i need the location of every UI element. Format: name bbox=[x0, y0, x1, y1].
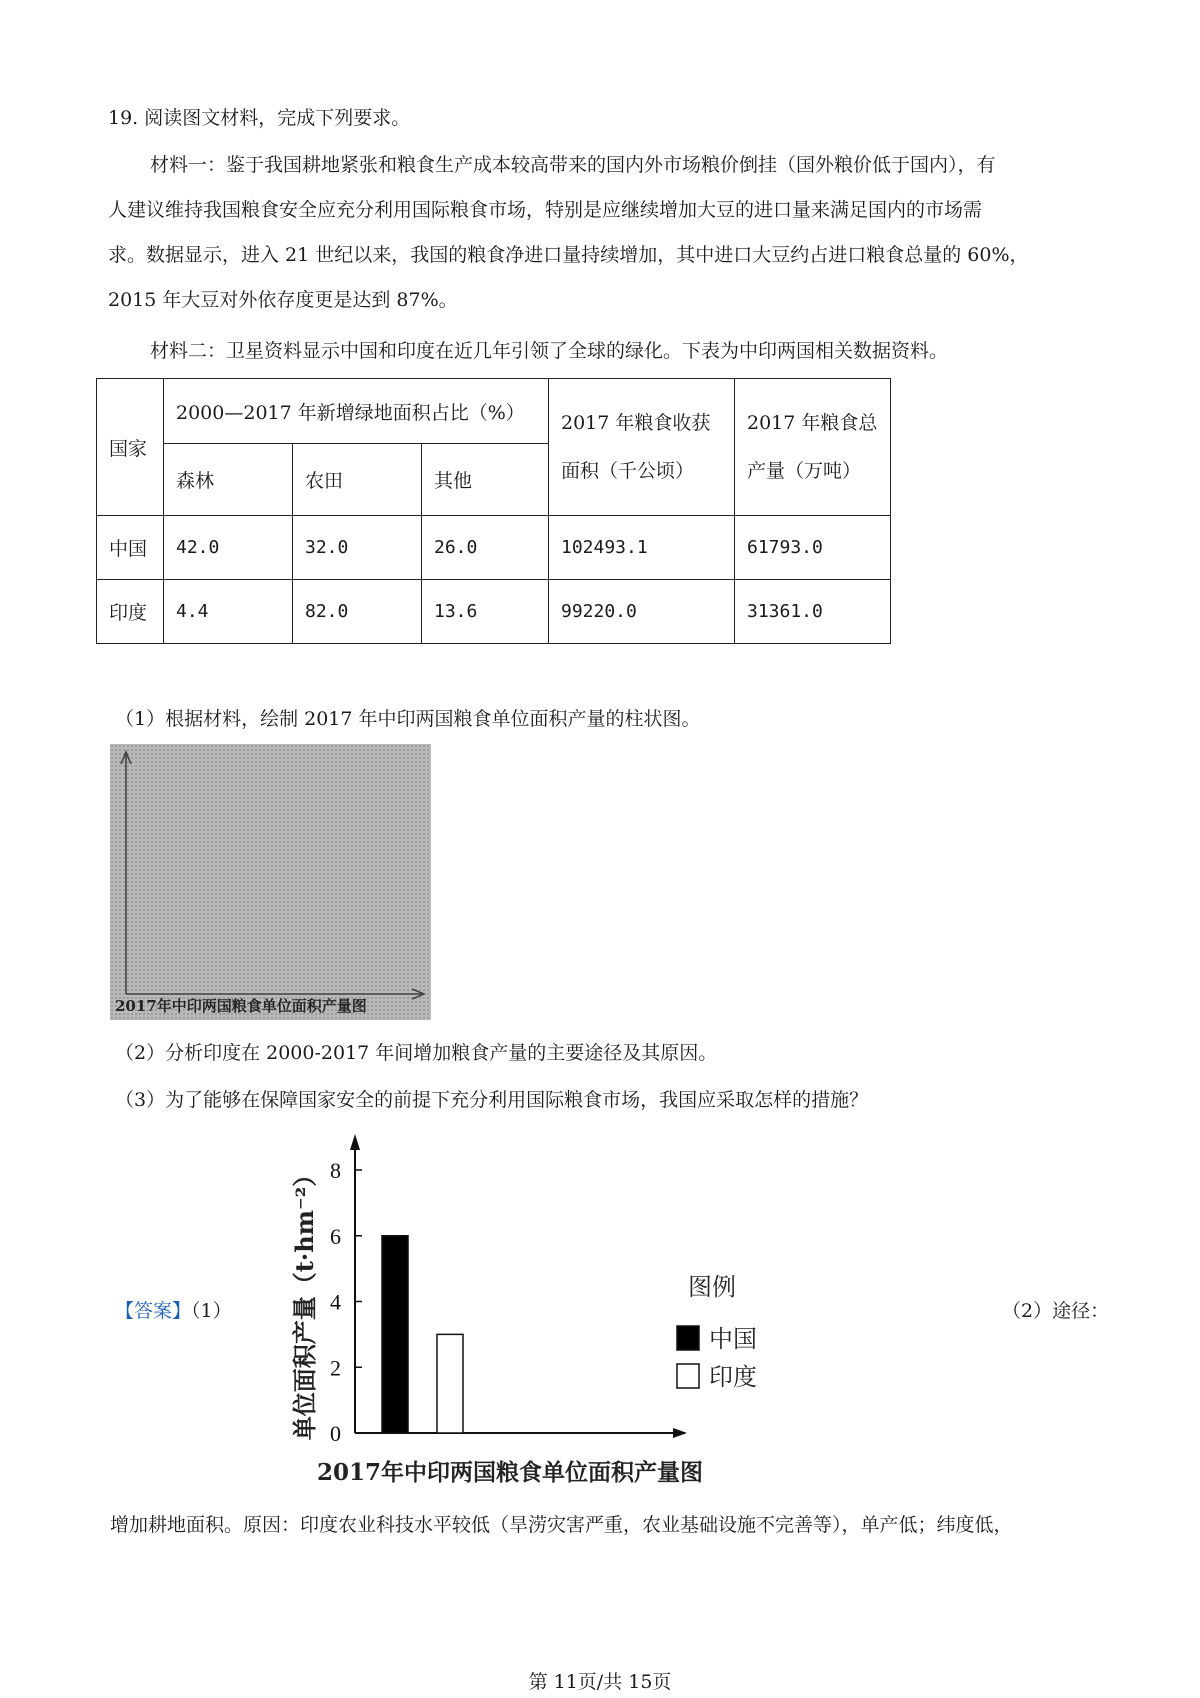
x-axis-arrow bbox=[673, 1428, 687, 1438]
legend-label: 中国 bbox=[709, 1325, 757, 1353]
material1-line-1: 材料一：鉴于我国耕地紧张和粮食生产成本较高带来的国内外市场粮价倒挂（国外粮价低于国内），有 bbox=[150, 154, 996, 176]
cell-output: 31361.0 bbox=[735, 580, 891, 644]
header-forest: 森林 bbox=[164, 444, 293, 516]
y-axis-label: 单位面积产量（t·hm⁻²） bbox=[290, 1162, 319, 1441]
y-tick-label: 4 bbox=[330, 1289, 341, 1315]
answer-label bbox=[115, 1298, 232, 1324]
legend-swatch bbox=[677, 1326, 699, 1350]
blank-chart-figure bbox=[110, 744, 431, 1020]
legend-swatch bbox=[677, 1364, 699, 1388]
cell-other: 26.0 bbox=[422, 516, 549, 580]
header-total-output: 2017 年粮食总 产量（万吨） bbox=[735, 379, 891, 516]
cell-farm: 32.0 bbox=[293, 516, 422, 580]
table-row bbox=[97, 580, 891, 644]
sub-question-1: （1）根据材料，绘制 2017 年中印两国粮食单位面积产量的柱状图。 bbox=[115, 708, 701, 730]
material2-text: 材料二：卫星资料显示中国和印度在近几年引领了全球的绿化。下表为中印两国相关数据资料。 bbox=[150, 340, 949, 362]
answer-part-1: （1） bbox=[191, 1300, 232, 1322]
cell-country: 印度 bbox=[97, 580, 164, 644]
sub-question-3: （3）为了能够在保障国家安全的前提下充分利用国际粮食市场，我国应采取怎样的措施？ bbox=[115, 1089, 869, 1111]
cell-area: 99220.0 bbox=[549, 580, 735, 644]
answer-part-2: （2）途径： bbox=[1002, 1300, 1110, 1322]
blank-chart-axes bbox=[110, 744, 431, 1020]
header-harvest-area: 2017 年粮食收获 面积（千公顷） bbox=[549, 379, 735, 516]
y-axis-arrow bbox=[350, 1134, 360, 1150]
y-tick-label: 0 bbox=[330, 1421, 341, 1446]
y-tick-label: 6 bbox=[330, 1223, 341, 1249]
cell-forest: 42.0 bbox=[164, 516, 293, 580]
chart-title: 2017年中印两国粮食单位面积产量图 bbox=[316, 1459, 704, 1486]
blank-chart-caption: 2017年中印两国粮食单位面积产量图 bbox=[115, 997, 367, 1015]
header-green-share: 2000—2017 年新增绿地面积占比（%） bbox=[164, 379, 549, 444]
legend-title: 图例 bbox=[688, 1273, 736, 1301]
material1-line-3: 求。数据显示，进入 21 世纪以来，我国的粮食净进口量持续增加，其中进口大豆约占进口粮食总量的 60%， bbox=[108, 244, 1029, 266]
material1-line-4: 2015 年大豆对外依存度更是达到 87%。 bbox=[108, 289, 458, 311]
sub-question-2: （2）分析印度在 2000-2017 年间增加粮食产量的主要途径及其原因。 bbox=[115, 1042, 718, 1064]
cell-output: 61793.0 bbox=[735, 516, 891, 580]
answer-bar-chart bbox=[265, 1120, 785, 1492]
legend-label: 印度 bbox=[709, 1363, 757, 1391]
bar-india bbox=[437, 1334, 463, 1433]
header-farmland: 农田 bbox=[293, 444, 422, 516]
y-tick-label: 8 bbox=[330, 1158, 341, 1183]
header-other: 其他 bbox=[422, 444, 549, 516]
bar-china bbox=[382, 1236, 408, 1433]
table-row bbox=[97, 516, 891, 580]
data-table bbox=[96, 378, 891, 644]
page-number: 第 11页/共 15页 bbox=[528, 1671, 672, 1693]
cell-forest: 4.4 bbox=[164, 580, 293, 644]
question-title: 19. 阅读图文材料，完成下列要求。 bbox=[108, 107, 411, 129]
cell-area: 102493.1 bbox=[549, 516, 735, 580]
answer-continuation: 增加耕地面积。原因：印度农业科技水平较低（旱涝灾害严重，农业基础设施不完善等），单产低；纬度低， bbox=[110, 1514, 1013, 1536]
cell-other: 13.6 bbox=[422, 580, 549, 644]
answer-tag: 【答案】 bbox=[115, 1300, 192, 1322]
y-tick-label: 2 bbox=[330, 1355, 341, 1381]
header-country: 国家 bbox=[97, 379, 164, 516]
cell-farm: 82.0 bbox=[293, 580, 422, 644]
cell-country: 中国 bbox=[97, 516, 164, 580]
material1-line-2: 人建议维持我国粮食安全应充分利用国际粮食市场，特别是应继续增加大豆的进口量来满足国内的市场需 bbox=[108, 199, 983, 221]
